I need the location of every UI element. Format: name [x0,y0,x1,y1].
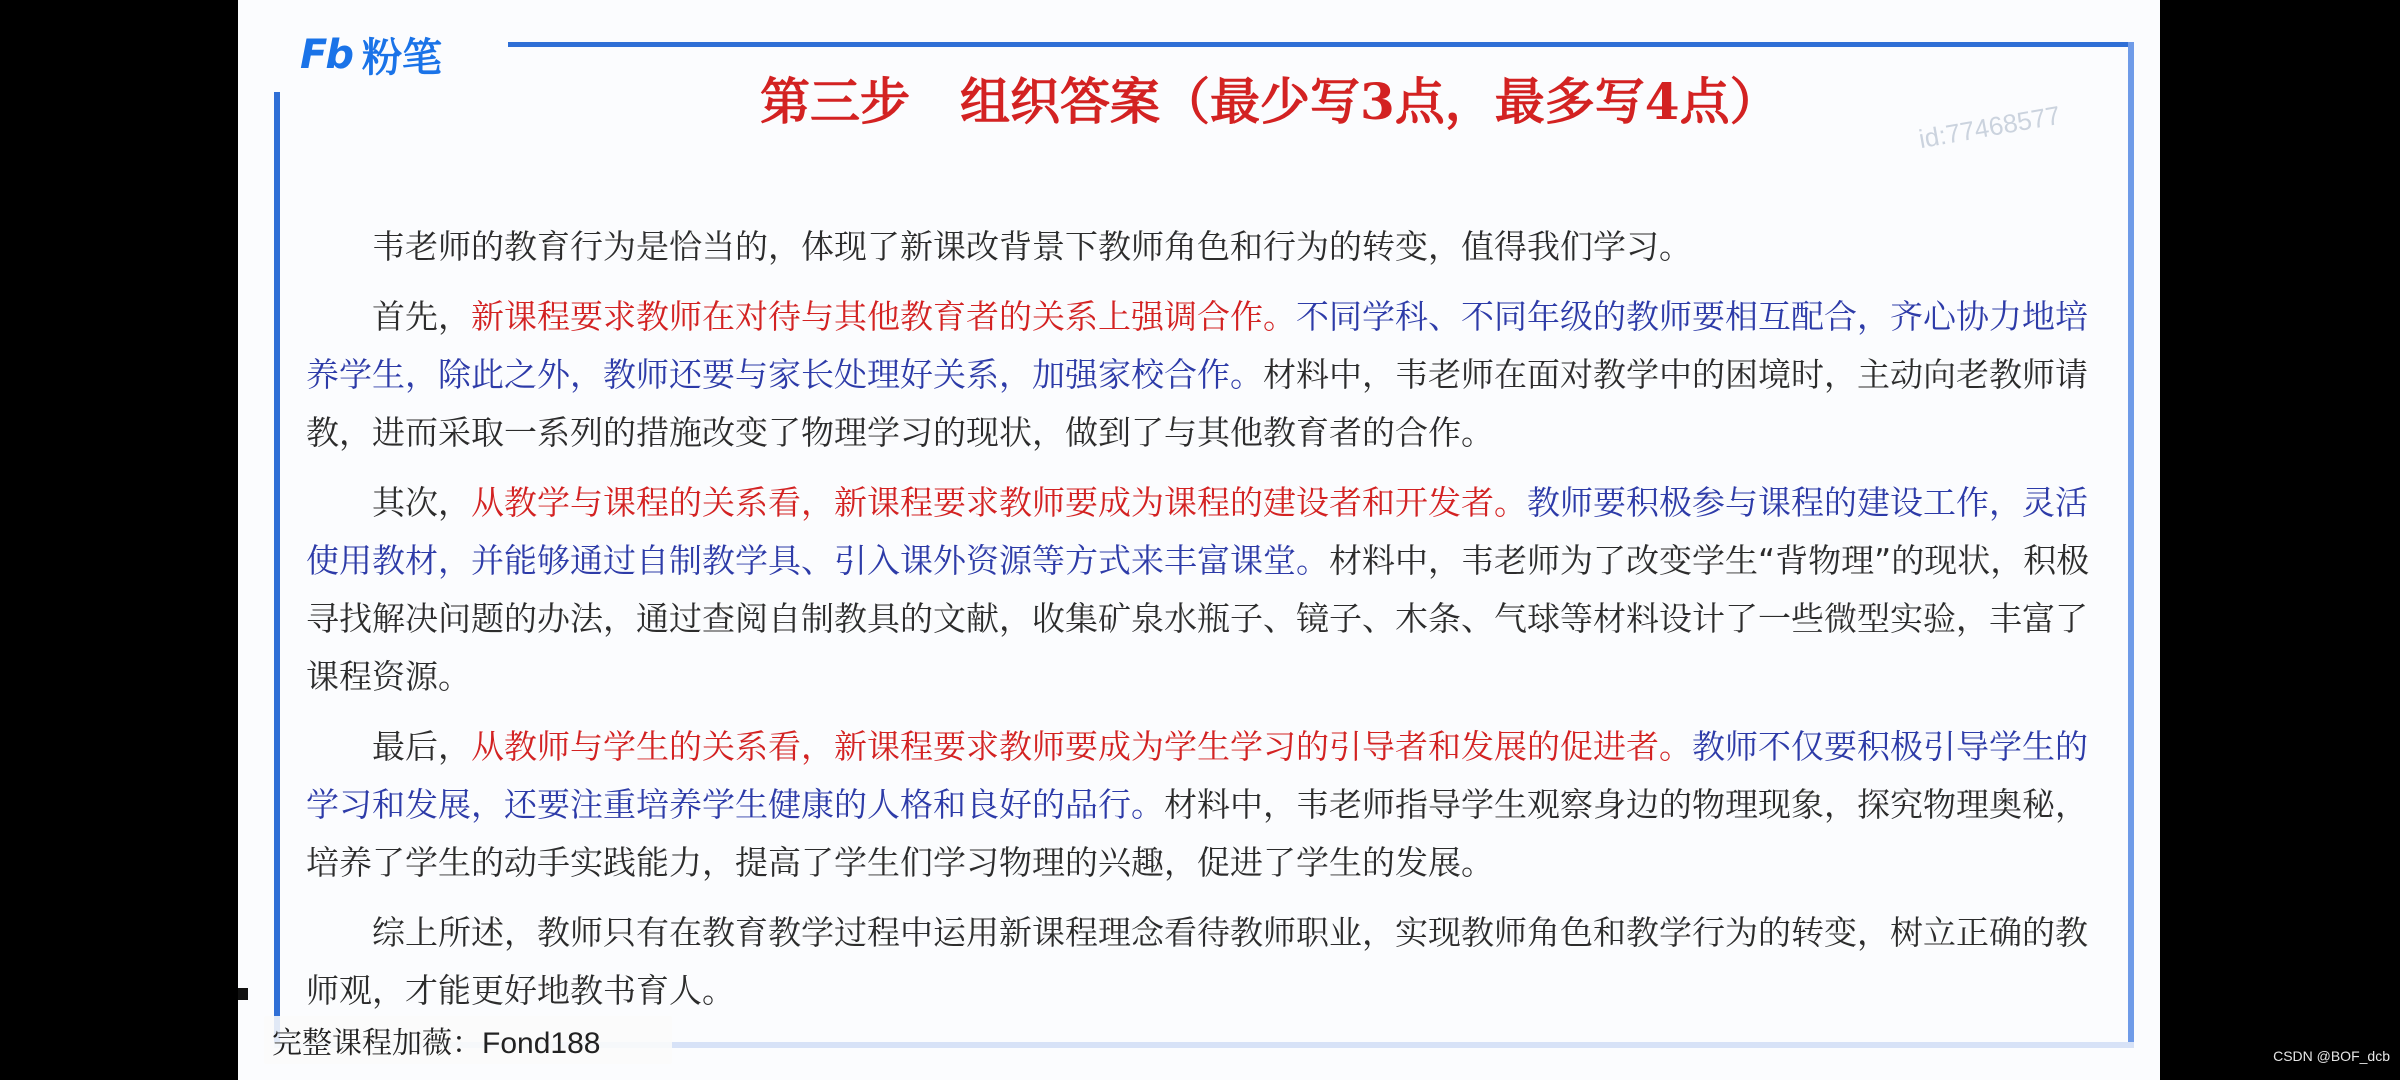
fenbi-logo-icon: Fb [300,31,352,78]
frame-right-line [2128,42,2134,1048]
csdn-watermark: CSDN @BOF_dcb [2273,1048,2390,1064]
answer-content [306,218,2096,1032]
frame-left-line [274,92,280,1048]
frame-top-line [508,42,2134,47]
third-lead: 最后， [372,727,471,766]
second-lead: 其次， [372,483,471,522]
first-explanation: 不同学科、不同年级的教师要相互配合，齐心协力地培养学生，除此之外，教师还要与家长处理好关系，加强家校合作。 [306,297,2088,394]
second-material-analysis: 材料中，韦老师为了改变学生“背物理”的现状，积极寻找解决问题的办法，通过查阅自制教具的文献，收集矿泉水瓶子、镜子、木条、气球等材料设计了一些微型实验，丰富了课程资源。 [306,541,2090,696]
intro-text: 韦老师的教育行为是恰当的，体现了新课改背景下教师角色和行为的转变，值得我们学习。 [372,227,1692,266]
footer-overlay [264,1016,672,1064]
first-material-analysis: 材料中，韦老师在面对教学中的困境时，主动向老教师请教，进而采取一系列的措施改变了物理学习的现状，做到了与其他教育者的合作。 [306,355,2088,452]
conclusion-text: 综上所述，教师只有在教育教学过程中运用新课程理念看待教师职业，实现教师角色和教学行为的转变，树立正确的教师观，才能更好地教书育人。 [306,913,2088,1010]
paragraph-third [306,718,2096,892]
footer-overlay-text: 完整课程加薇：Fond188 [272,1027,601,1060]
paragraph-intro [306,218,2096,276]
paragraph-conclusion [306,904,2096,1020]
fenbi-logo [300,26,442,83]
fenbi-logo-text: 粉笔 [361,35,442,81]
first-lead: 首先， [372,297,471,336]
second-key-point: 从教学与课程的关系看，新课程要求教师要成为课程的建设者和开发者。 [471,483,1527,522]
paragraph-second [306,474,2096,706]
playback-marker [238,988,248,1000]
slide [238,0,2160,1080]
paragraph-first [306,288,2096,462]
first-key-point: 新课程要求教师在对待与其他教育者的关系上强调合作。 [471,297,1296,336]
slide-title: 第三步 组织答案（最少写3点，最多写4点） [760,72,1780,131]
id-watermark: id:77468577 [1916,99,2063,155]
second-explanation: 教师要积极参与课程的建设工作，灵活使用教材，并能够通过自制教学具、引入课外资源等方式来丰富课堂。 [306,483,2088,580]
third-key-point: 从教师与学生的关系看，新课程要求教师要成为学生学习的引导者和发展的促进者。 [471,727,1692,766]
third-material-analysis: 材料中，韦老师指导学生观察身边的物理现象，探究物理奥秘，培养了学生的动手实践能力，提高了学生们学习物理的兴趣，促进了学生的发展。 [306,785,2088,882]
third-explanation: 教师不仅要积极引导学生的学习和发展，还要注重培养学生健康的人格和良好的品行。 [306,727,2088,824]
